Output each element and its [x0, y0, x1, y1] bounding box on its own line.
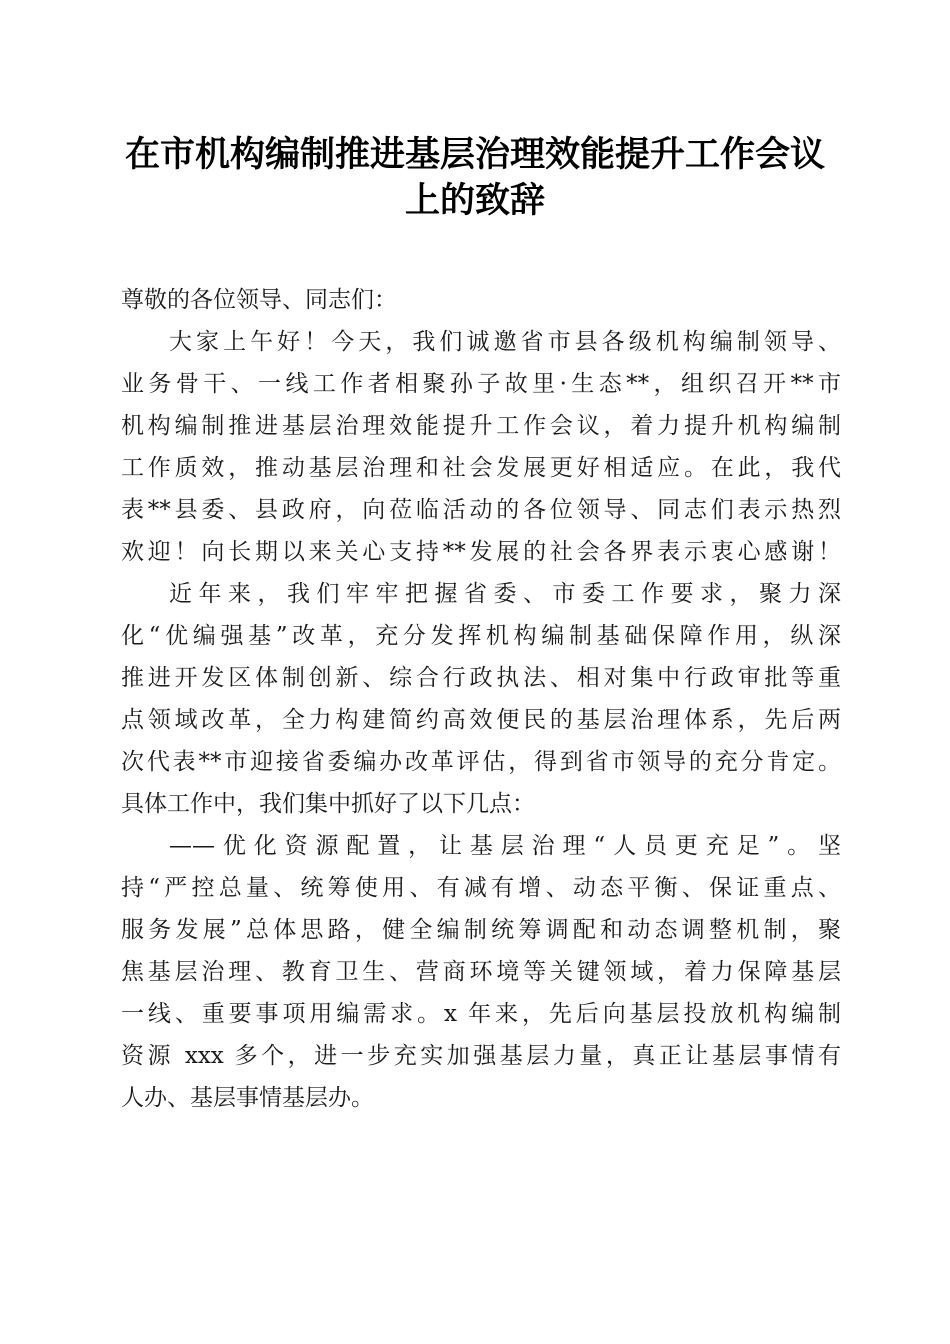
paragraph-line: 表**县委、县政府，向莅临活动的各位领导、同志们表示热烈 [121, 497, 841, 523]
paragraph-line: 近年来，我们牢牢把握省委、市委工作要求，聚力深 [169, 581, 841, 607]
paragraph-line: 工作质效，推动基层治理和社会发展更好相适应。在此，我代 [121, 455, 841, 481]
paragraph-line: 持“严控总量、统筹使用、有减有增、动态平衡、保证重点、 [121, 875, 841, 901]
title-line-1: 在市机构编制推进基层治理效能提升工作会议 [124, 134, 825, 175]
paragraph-2 [121, 573, 841, 825]
paragraph-line: ——优化资源配置，让基层治理“人员更充足”。坚 [169, 833, 841, 859]
paragraph-line: 资源 xxx 多个，进一步充实加强基层力量，真正让基层事情有 [121, 1043, 841, 1069]
paragraph-line: 人办、基层事情基层办。 [121, 1085, 374, 1111]
paragraph-line: 化“优编强基”改革，充分发挥机构编制基础保障作用，纵深 [121, 623, 841, 649]
title-line-2: 上的致辞 [404, 180, 545, 221]
document-body [121, 279, 841, 1119]
document-title [110, 132, 840, 224]
paragraph-line: 机构编制推进基层治理效能提升工作会议，着力提升机构编制 [121, 413, 841, 439]
paragraph-line: 服务发展”总体思路，健全编制统筹调配和动态调整机制，聚 [121, 917, 841, 943]
paragraph-line: 推进开发区体制创新、综合行政执法、相对集中行政审批等重 [121, 665, 841, 691]
paragraph-3 [121, 825, 841, 1119]
paragraph-line: 一线、重要事项用编需求。x 年来，先后向基层投放机构编制 [121, 1001, 841, 1027]
paragraph-1 [121, 321, 841, 573]
paragraph-line: 点领域改革，全力构建简约高效便民的基层治理体系，先后两 [121, 707, 841, 733]
paragraph-line: 欢迎！向长期以来关心支持**发展的社会各界表示衷心感谢！ [121, 539, 841, 565]
paragraph-line: 焦基层治理、教育卫生、营商环境等关键领域，着力保障基层 [121, 959, 841, 985]
paragraph-line: 次代表**市迎接省委编办改革评估，得到省市领导的充分肯定。 [121, 749, 841, 775]
paragraph-line: 业务骨干、一线工作者相聚孙子故里·生态**，组织召开**市 [121, 371, 841, 397]
salutation: 尊敬的各位领导、同志们： [121, 287, 397, 313]
paragraph-line: 大家上午好！今天，我们诚邀省市县各级机构编制领导、 [169, 329, 841, 355]
paragraph-line: 具体工作中，我们集中抓好了以下几点： [121, 791, 535, 817]
